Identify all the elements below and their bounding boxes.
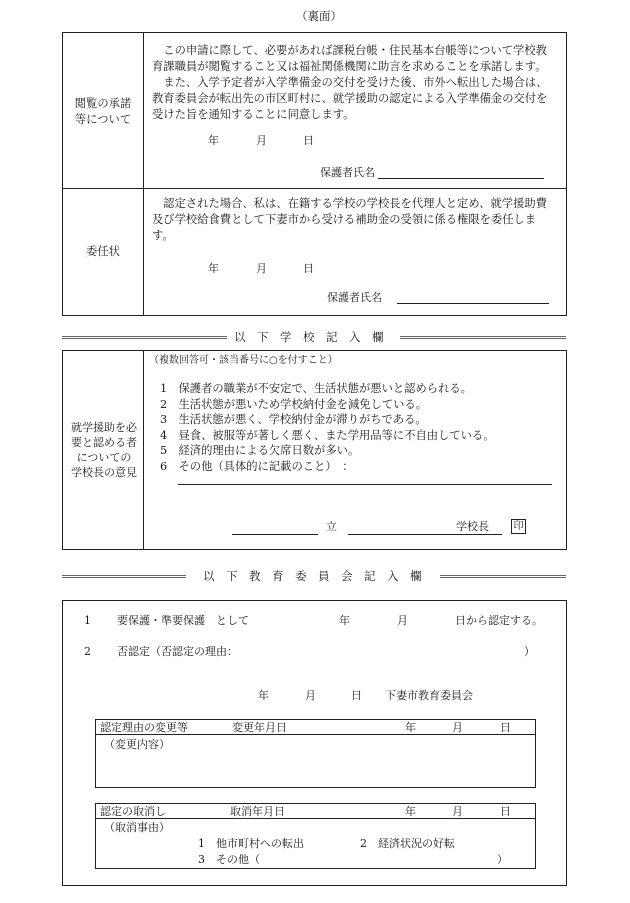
consent-guardian-label: 保護者氏名 (320, 166, 375, 179)
board-row1-text: 要保護・準要保護 として (117, 614, 249, 627)
opinion-item-3[interactable]: 3 生活状態が悪く、学校納付金が滞りがちである。 (160, 413, 427, 426)
consent-guardian-line[interactable] (378, 178, 544, 179)
delegation-guardian-label: 保護者氏名 (327, 291, 382, 304)
board-name: 下妻市教育委員会 (385, 689, 473, 702)
principal-label: 学校長 (456, 520, 489, 533)
opinion-item-4[interactable]: 4 昼食、被服等が著しく悪く、また学用品等に不自由している。 (160, 428, 495, 442)
principal-opinion-label: 就学援助を必 要と認める者 についての 学校長の意見 (71, 421, 137, 479)
board-section-separator (62, 569, 566, 583)
delegation-label: 委任状 (86, 245, 120, 258)
opinion-item-5[interactable]: 5 経済的理由による欠席日数が多い。 (160, 444, 360, 457)
cancel-year: 年 (405, 805, 416, 818)
school-section-title: 以 下 学 校 記 入 欄 (234, 330, 384, 344)
cancel-option-3[interactable]: 3 その他（ (198, 853, 260, 866)
school-name-line[interactable] (232, 534, 318, 535)
school-section-separator (62, 330, 566, 344)
consent-text: この申請に際して、必要があれば課税台帳・住民基本台帳等について学校教 育課職員が閲覧すること又は福祉関係機関に助言を求めることを承諾します。 また、入学予定者が入学準備金の交付を受けた後、市外へ転出した場合は、 教育委員会が転出先の市区町村に、就学援助の認定による入学準備金の交付を 受けた旨を通知することに同意します。 (152, 44, 548, 121)
consent-date-year: 年 (208, 134, 219, 147)
board-row2-num: 2 (84, 645, 91, 658)
board-row2-text: 否認定（否認定の理由： (117, 645, 238, 658)
cancel-reason-label: （取消事由） (104, 821, 170, 834)
board-row1-num: 1 (84, 614, 91, 627)
board-row1-month: 月 (397, 614, 408, 627)
board-date-year: 年 (258, 689, 269, 702)
board-section-title: 以 下 教 育 委 員 会 記 入 欄 (203, 569, 422, 583)
opinion-item-2[interactable]: 2 生活状態が悪いため学校納付金を減免している。 (160, 397, 428, 411)
page-label: （裏面） (296, 9, 342, 23)
cancel-option-3-close: ） (497, 853, 508, 866)
school-table-divider (143, 350, 144, 550)
change-content-label: （変更内容） (104, 738, 170, 751)
cancel-option-2[interactable]: 2 経済状況の好転 (360, 837, 455, 850)
delegation-guardian-line[interactable] (397, 303, 549, 304)
board-row2-close: ） (524, 645, 535, 658)
board-date-day: 日 (351, 689, 362, 702)
change-day: 日 (500, 721, 511, 734)
change-year: 年 (405, 721, 416, 734)
board-row1-tail: 日から認定する。 (455, 614, 543, 627)
consent-table-row-divider (62, 188, 567, 189)
cancel-month: 月 (452, 805, 463, 818)
school-note: （複数回答可・該当番号に○を付すこと） (149, 355, 338, 366)
change-date-label: 変更年月日 (232, 721, 287, 734)
opinion-item-6[interactable]: 6 その他（具体的に記載のこと） ： (160, 459, 354, 473)
delegation-date-year: 年 (208, 262, 219, 275)
delegation-text: 認定された場合、私は、在籍する学校の学校長を代理人と定め、就学援助費 及び学校給食費として下妻市から受ける補助金の受領に係る権限を委任しま す。 (152, 197, 547, 242)
opinion-item-1[interactable]: 1 保護者の職業が不安定で、生活状態が悪いと認められる。 (160, 382, 472, 395)
delegation-date-month: 月 (256, 262, 267, 275)
consent-date-month: 月 (256, 134, 267, 147)
cancel-day: 日 (500, 805, 511, 818)
change-month: 月 (452, 721, 463, 734)
consent-date-day: 日 (303, 134, 314, 147)
board-row1-year: 年 (339, 614, 350, 627)
opinion-items (160, 381, 560, 474)
delegation-date-day: 日 (303, 262, 314, 275)
change-label: 認定理由の変更等 (100, 721, 188, 734)
seal-mark: 印 (511, 519, 526, 534)
cancel-label: 認定の取消し (100, 805, 166, 818)
opinion-other-line[interactable] (178, 484, 552, 485)
cancel-date-label: 取消年月日 (230, 805, 285, 818)
consent-label: 閲覧の承諾 等について (74, 97, 132, 126)
consent-table-divider (143, 32, 144, 316)
cancel-option-1[interactable]: 1 他市町村への転出 (198, 837, 304, 850)
school-established-label: 立 (326, 520, 337, 533)
board-date-month: 月 (305, 689, 316, 702)
